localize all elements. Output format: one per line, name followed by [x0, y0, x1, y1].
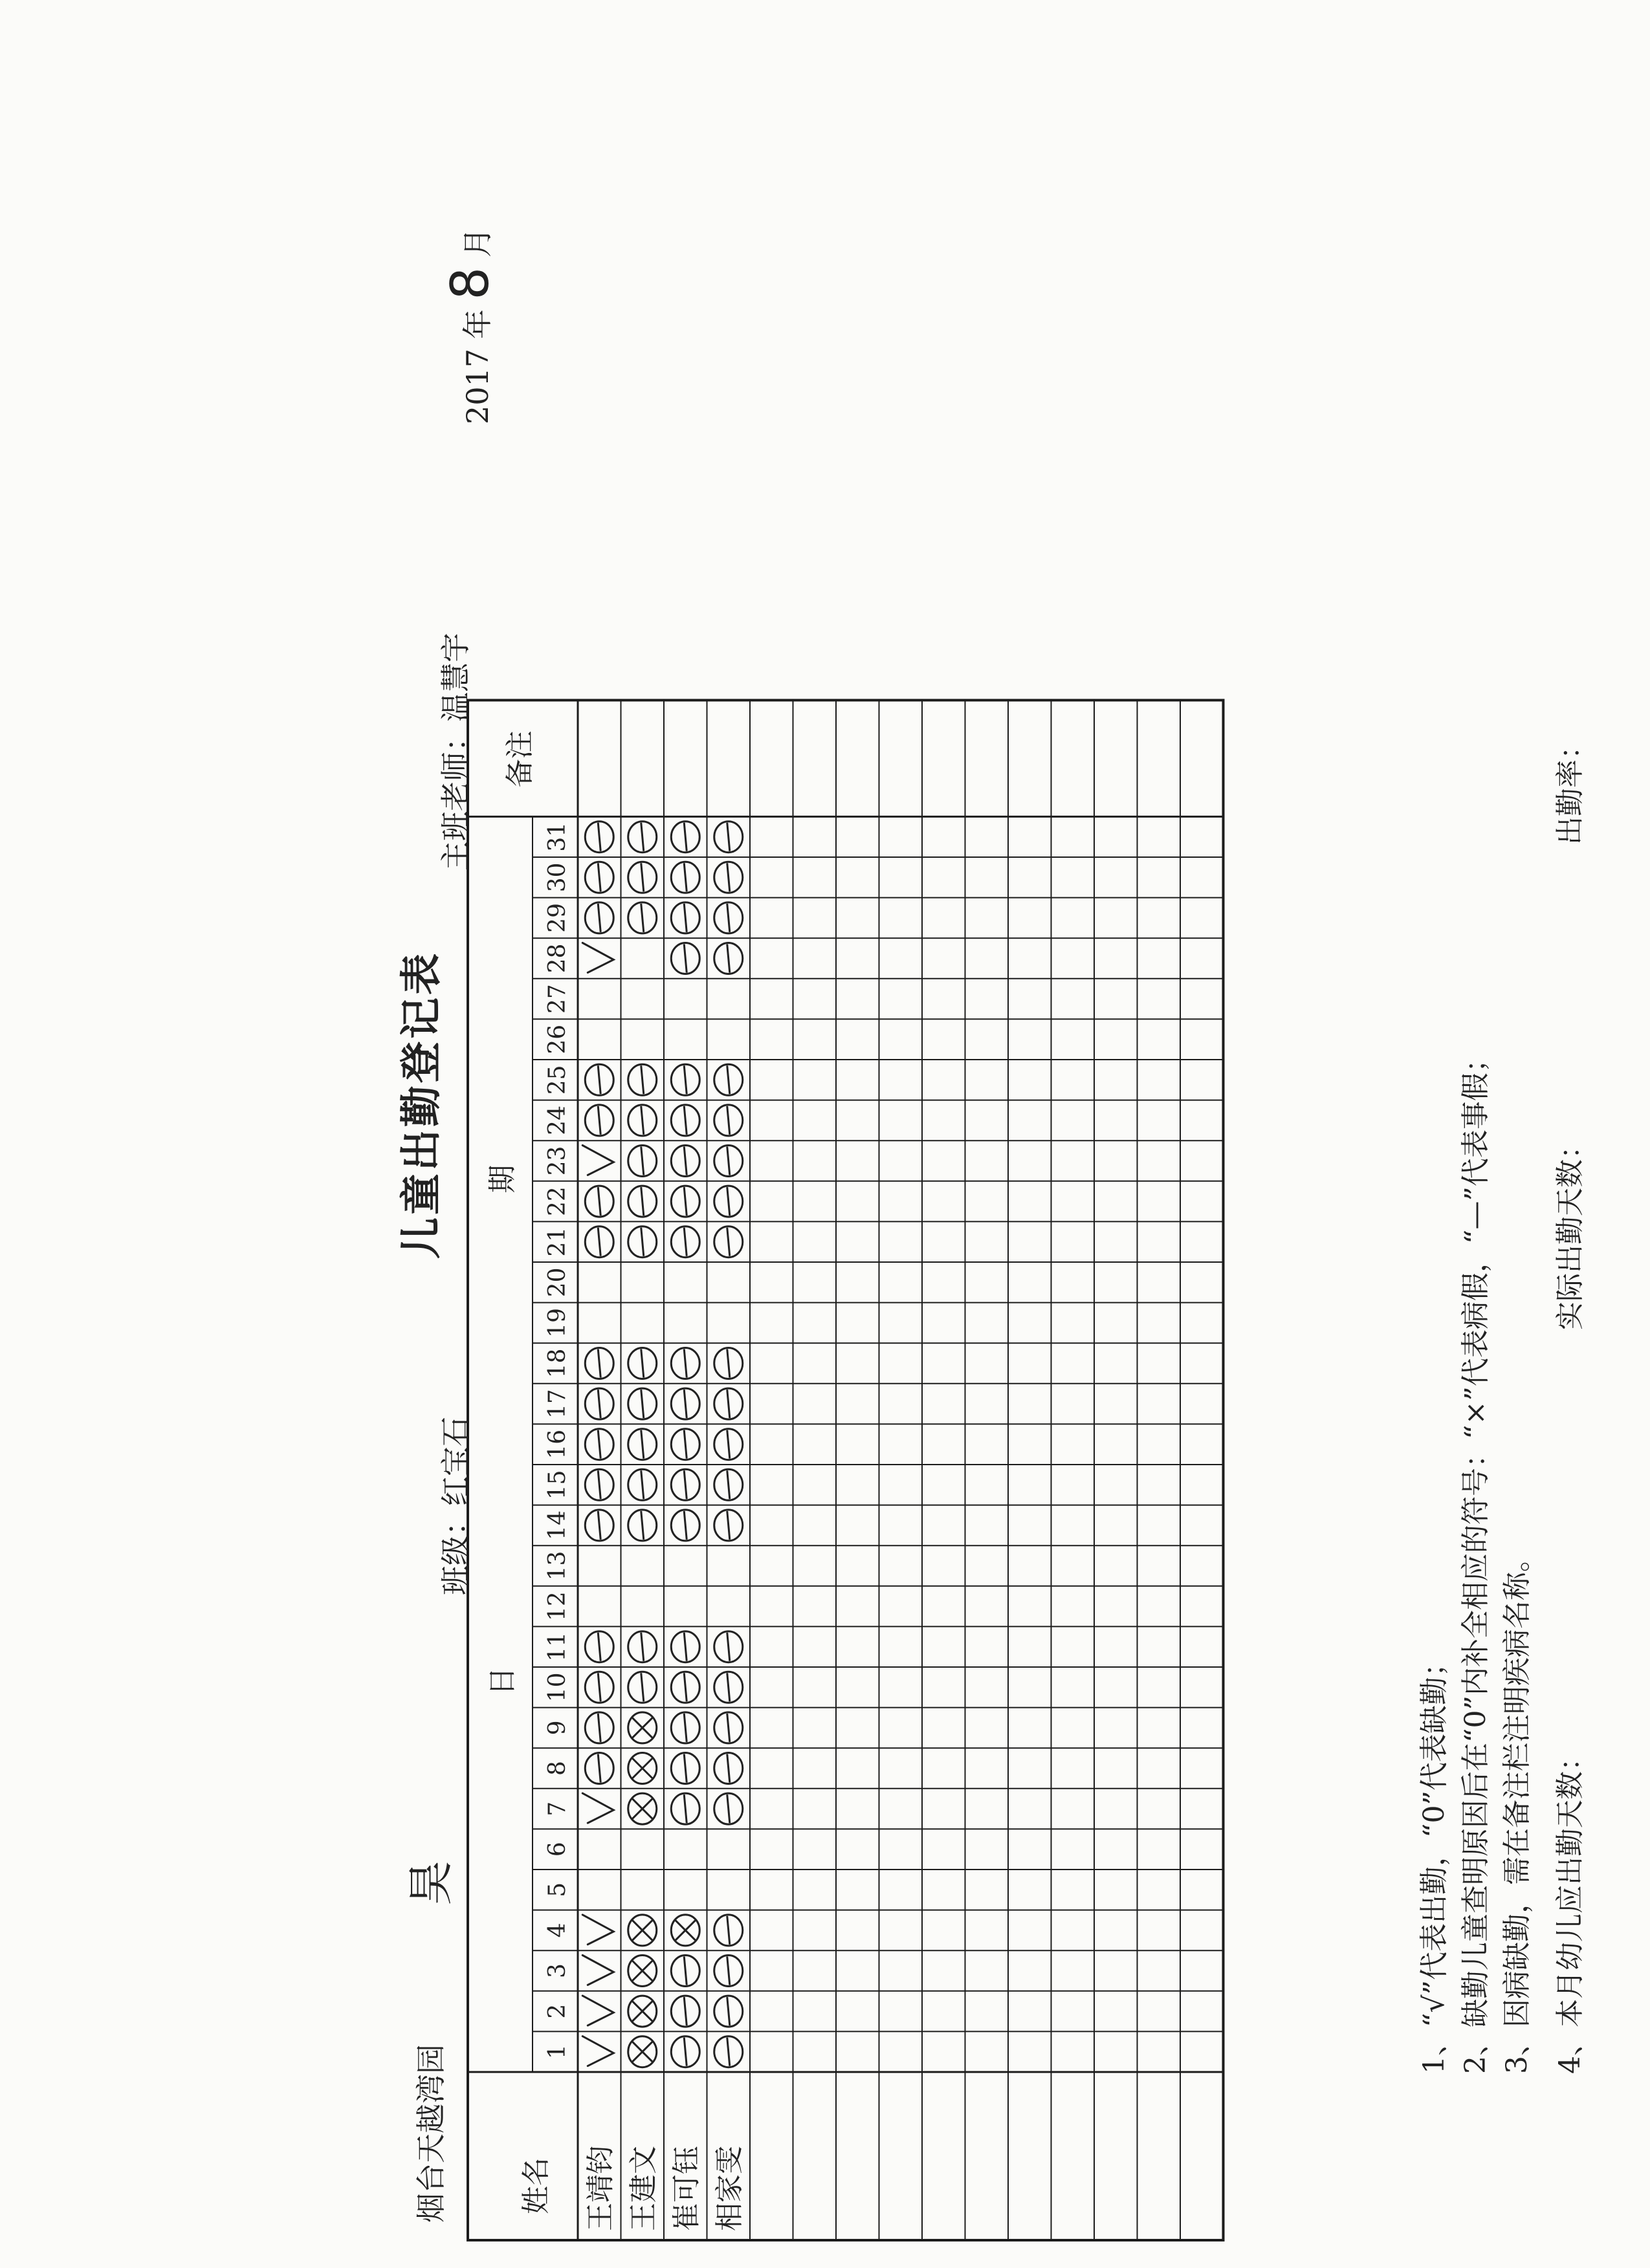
note-3: 3、因病缺勤，需在备注栏注明疾病名称。 — [1501, 1543, 1534, 2074]
day-number-19: 19 — [544, 1307, 571, 1338]
leave-mark — [727, 2038, 730, 2066]
actual-days-label: 实际出勤天数： — [1554, 1131, 1587, 1330]
table-border — [468, 700, 1224, 2240]
day-number-22: 22 — [544, 1186, 571, 1217]
leave-mark — [641, 1430, 644, 1459]
student-name: 王靖钧 — [584, 2146, 617, 2231]
remarks-header: 备注 — [503, 730, 536, 788]
leave-mark — [598, 1106, 600, 1135]
leave-mark — [684, 944, 687, 973]
leave-mark — [641, 1106, 644, 1135]
leave-mark — [641, 1349, 644, 1378]
year-unit: 年 — [460, 309, 495, 340]
leave-mark — [684, 1794, 687, 1823]
day-number-1: 1 — [544, 2044, 571, 2060]
teacher-label: 主班老师：温慧宇 — [438, 633, 473, 871]
day-number-13: 13 — [544, 1551, 571, 1581]
leave-mark — [727, 1673, 730, 1701]
leave-mark — [598, 863, 600, 891]
day-number-31: 31 — [544, 822, 571, 852]
leave-mark — [727, 1349, 730, 1378]
date-header-left: 日 — [486, 1666, 519, 1696]
school-name: 烟台天越湾园 — [413, 2044, 448, 2223]
day-number-6: 6 — [544, 1842, 571, 1857]
day-number-30: 30 — [544, 862, 571, 893]
leave-mark — [727, 1957, 730, 1985]
day-number-8: 8 — [544, 1761, 571, 1776]
day-number-25: 25 — [544, 1065, 571, 1095]
leave-mark — [641, 1633, 644, 1661]
day-number-18: 18 — [544, 1348, 571, 1379]
present-mark — [582, 943, 613, 973]
leave-mark — [598, 1470, 600, 1499]
name-header: 姓名 — [520, 2157, 553, 2214]
leave-mark — [684, 1673, 687, 1701]
present-mark — [582, 1996, 613, 2025]
leave-mark — [727, 1997, 730, 2025]
leave-mark — [641, 904, 644, 932]
leave-mark — [684, 1957, 687, 1985]
leave-mark — [598, 1633, 600, 1661]
day-number-16: 16 — [544, 1429, 571, 1459]
year: 2017 — [460, 348, 495, 424]
leave-mark — [684, 1106, 687, 1135]
leave-mark — [684, 1187, 687, 1216]
leave-mark — [641, 1673, 644, 1701]
leave-mark — [641, 823, 644, 851]
leave-mark — [684, 1430, 687, 1459]
leave-mark — [727, 1187, 730, 1216]
day-number-15: 15 — [544, 1470, 571, 1500]
day-number-23: 23 — [544, 1146, 571, 1176]
day-number-14: 14 — [544, 1510, 571, 1540]
day-number-20: 20 — [544, 1267, 571, 1298]
leave-mark — [684, 863, 687, 891]
date-header-right: 期 — [486, 1164, 519, 1194]
leave-mark — [598, 1065, 600, 1094]
handwritten-mark: 昊 — [404, 1860, 457, 1906]
leave-mark — [684, 1511, 687, 1540]
class-label: 班级：红宝石 — [438, 1417, 473, 1595]
leave-mark — [641, 1147, 644, 1175]
day-number-7: 7 — [544, 1801, 571, 1816]
day-number-2: 2 — [544, 2003, 571, 2019]
present-mark — [582, 1146, 613, 1175]
leave-mark — [727, 1714, 730, 1742]
day-number-29: 29 — [544, 902, 571, 933]
leave-mark — [684, 1470, 687, 1499]
day-number-12: 12 — [544, 1591, 571, 1622]
leave-mark — [598, 1714, 600, 1742]
leave-mark — [598, 1430, 600, 1459]
note-1: 1、“√”代表出勤，“0”代表缺勤； — [1418, 1648, 1451, 2074]
month: 8 — [440, 267, 500, 300]
leave-mark — [727, 944, 730, 973]
page-title: 儿童出勤登记表 — [397, 951, 446, 1259]
day-number-26: 26 — [544, 1024, 571, 1054]
leave-mark — [727, 1633, 730, 1661]
leave-mark — [641, 1470, 644, 1499]
leave-mark — [598, 1228, 600, 1256]
leave-mark — [727, 1065, 730, 1094]
leave-mark — [598, 823, 600, 851]
leave-mark — [598, 1349, 600, 1378]
leave-mark — [641, 1511, 644, 1540]
leave-mark — [684, 904, 687, 932]
leave-mark — [598, 904, 600, 932]
leave-mark — [641, 1228, 644, 1256]
leave-mark — [727, 1228, 730, 1256]
leave-mark — [684, 823, 687, 851]
leave-mark — [598, 1390, 600, 1418]
day-number-10: 10 — [544, 1672, 571, 1703]
leave-mark — [684, 1714, 687, 1742]
day-number-11: 11 — [544, 1631, 571, 1662]
leave-mark — [641, 863, 644, 891]
day-number-21: 21 — [544, 1227, 571, 1257]
day-number-24: 24 — [544, 1105, 571, 1135]
leave-mark — [598, 1187, 600, 1216]
notes — [1414, 1044, 1538, 2074]
leave-mark — [684, 1349, 687, 1378]
leave-mark — [684, 1228, 687, 1256]
day-number-4: 4 — [544, 1923, 571, 1938]
present-mark — [582, 2036, 613, 2066]
leave-mark — [684, 1065, 687, 1094]
leave-mark — [727, 1106, 730, 1135]
day-number-17: 17 — [544, 1389, 571, 1419]
day-number-9: 9 — [544, 1720, 571, 1736]
leave-mark — [727, 1794, 730, 1823]
attendance-table — [466, 56, 1385, 2242]
present-mark — [582, 1915, 613, 1945]
leave-mark — [727, 1754, 730, 1783]
leave-mark — [727, 863, 730, 891]
present-mark — [582, 1956, 613, 1985]
leave-mark — [684, 2038, 687, 2066]
leave-mark — [684, 1754, 687, 1783]
leave-mark — [684, 1390, 687, 1418]
leave-mark — [727, 1511, 730, 1540]
leave-mark — [598, 1754, 600, 1783]
student-name: 王建文 — [626, 2146, 660, 2231]
leave-mark — [684, 1147, 687, 1175]
leave-mark — [727, 1916, 730, 1945]
leave-mark — [727, 1430, 730, 1459]
present-mark — [582, 1793, 613, 1823]
leave-mark — [684, 1633, 687, 1661]
day-number-5: 5 — [544, 1882, 571, 1897]
leave-mark — [598, 1673, 600, 1701]
attendance-rate-label: 出勤率： — [1554, 731, 1587, 845]
leave-mark — [727, 1147, 730, 1175]
leave-mark — [727, 823, 730, 851]
day-number-3: 3 — [544, 1963, 571, 1978]
leave-mark — [641, 1065, 644, 1094]
student-name: 相家雯 — [712, 2146, 746, 2231]
expected-days-label: 4、本月幼儿应出勤天数： — [1554, 1743, 1587, 2074]
month-unit: 月 — [460, 228, 495, 258]
day-number-27: 27 — [544, 984, 571, 1014]
note-2: 2、缺勤儿童查明原因后在“0”内补全相应的符号：“×”代表病假，“—”代表事假； — [1459, 1044, 1492, 2074]
leave-mark — [598, 1511, 600, 1540]
leave-mark — [727, 1470, 730, 1499]
leave-mark — [727, 1390, 730, 1418]
day-number-28: 28 — [544, 943, 571, 974]
leave-mark — [641, 1187, 644, 1216]
leave-mark — [641, 1390, 644, 1418]
leave-mark — [727, 904, 730, 932]
student-name: 崔可钰 — [670, 2146, 703, 2231]
leave-mark — [684, 1997, 687, 2025]
